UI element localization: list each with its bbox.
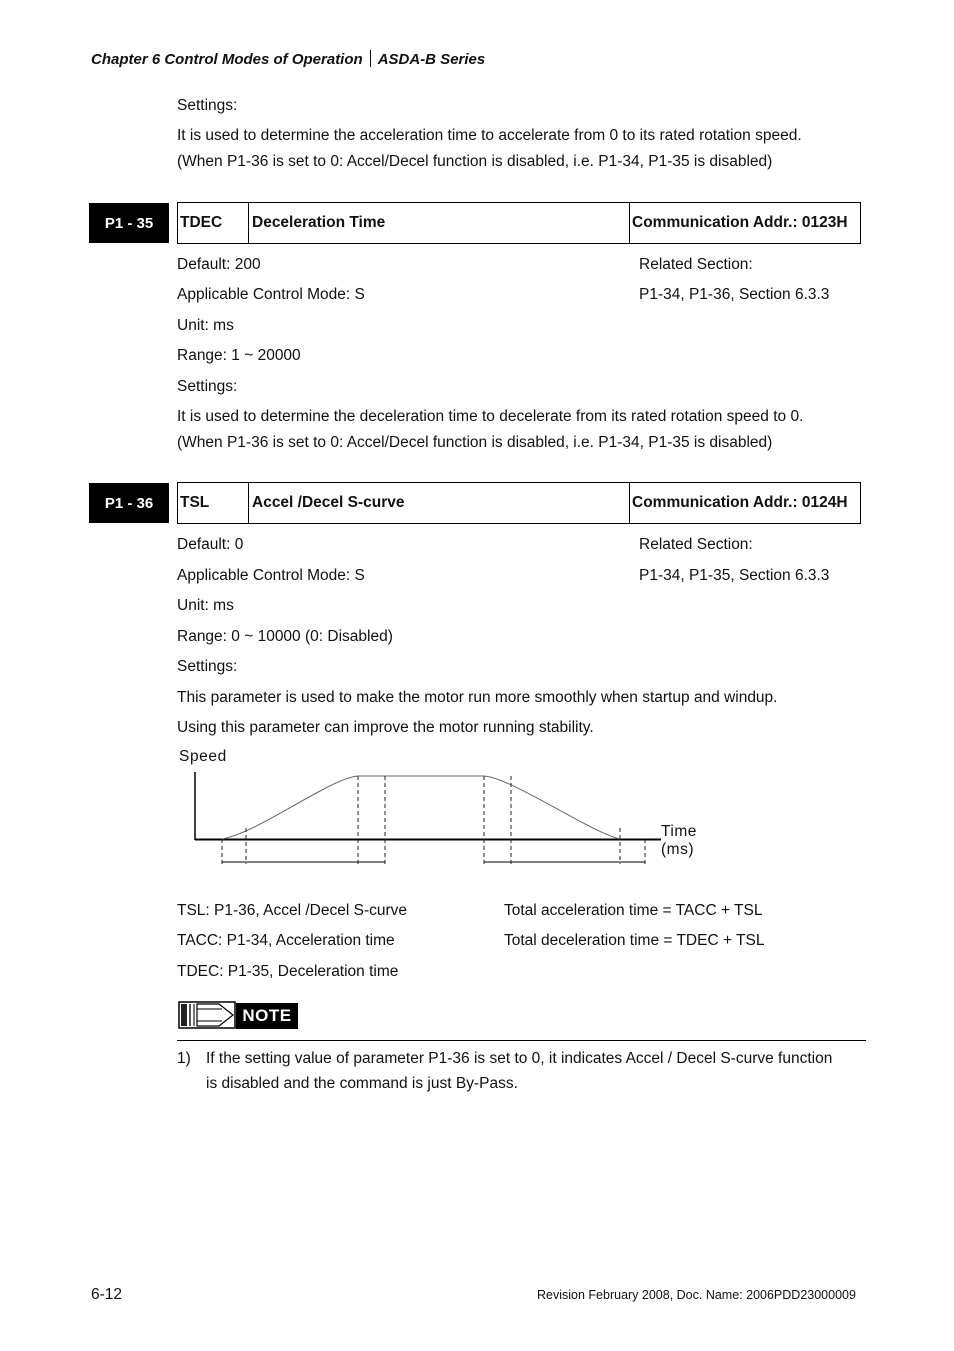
series-title: ASDA-B Series xyxy=(377,51,486,68)
note-divider xyxy=(177,1040,866,1041)
revision-info: Revision February 2008, Doc. Name: 2006PDD23000009 xyxy=(537,1288,856,1302)
s-curve-diagram xyxy=(170,740,730,875)
param-range: Range: 0 ~ 10000 (0: Disabled) xyxy=(177,628,393,645)
legend-total-decel: Total deceleration time = TDEC + TSL xyxy=(504,932,765,949)
param-name: Deceleration Time xyxy=(249,203,630,243)
param-name: Accel /Decel S-curve xyxy=(249,483,630,523)
settings-line-1: It is used to determine the deceleration time to decelerate from its rated rotation speed to 0. xyxy=(177,408,804,425)
param-table-p1-36 xyxy=(177,482,861,524)
diagram-x-label: Time xyxy=(661,823,697,840)
related-section-label: Related Section: xyxy=(639,536,753,553)
param-unit: Unit: ms xyxy=(177,317,234,334)
note-item-number: 1) xyxy=(177,1050,191,1067)
related-section-value: P1-34, P1-36, Section 6.3.3 xyxy=(639,286,830,303)
param-table-p1-35 xyxy=(177,202,861,244)
settings-label: Settings: xyxy=(177,658,238,675)
settings-line-2: (When P1-36 is set to 0: Accel/Decel function is disabled, i.e. P1-34, P1-35 is disabled) xyxy=(177,434,773,451)
note-label: NOTE xyxy=(236,1003,298,1029)
settings-line-2: Using this parameter can improve the motor running stability. xyxy=(177,719,594,736)
settings-label: Settings: xyxy=(177,378,238,395)
legend-tacc: TACC: P1-34, Acceleration time xyxy=(177,932,395,949)
diagram-y-label: Speed xyxy=(179,748,227,765)
settings-line-1: This parameter is used to make the motor run more smoothly when startup and windup. xyxy=(177,689,778,706)
param-code: TSL xyxy=(178,483,249,523)
param-default: Default: 0 xyxy=(177,536,244,553)
param-control-mode: Applicable Control Mode: S xyxy=(177,567,365,584)
legend-total-accel: Total acceleration time = TACC + TSL xyxy=(504,902,763,919)
diagram-x-unit: (ms) xyxy=(661,841,694,858)
legend-tsl: TSL: P1-36, Accel /Decel S-curve xyxy=(177,902,408,919)
page-number: 6-12 xyxy=(91,1286,123,1303)
s-curve-line xyxy=(222,776,620,839)
param-badge-p1-36: P1 - 36 xyxy=(89,483,169,523)
note-pencil-icon xyxy=(178,1001,236,1029)
param-range: Range: 1 ~ 20000 xyxy=(177,347,301,364)
param-control-mode: Applicable Control Mode: S xyxy=(177,286,365,303)
diagram-guide-lines xyxy=(222,776,645,864)
param-default: Default: 200 xyxy=(177,256,261,273)
note-item-line-2: is disabled and the command is just By-Pass. xyxy=(206,1075,518,1092)
param-unit: Unit: ms xyxy=(177,597,234,614)
note-item-line-1: If the setting value of parameter P1-36 is set to 0, it indicates Accel / Decel S-curve function xyxy=(206,1050,833,1067)
settings-label: Settings: xyxy=(177,97,238,114)
intro-line-2: (When P1-36 is set to 0: Accel/Decel function is disabled, i.e. P1-34, P1-35 is disabled) xyxy=(177,153,773,170)
param-comm-addr: Communication Addr.: 0124H xyxy=(632,494,848,511)
running-header xyxy=(91,50,485,68)
related-section-value: P1-34, P1-35, Section 6.3.3 xyxy=(639,567,830,584)
param-badge-p1-35: P1 - 35 xyxy=(89,203,169,243)
related-section-label: Related Section: xyxy=(639,256,753,273)
header-separator xyxy=(370,50,371,67)
param-comm-addr: Communication Addr.: 0123H xyxy=(632,214,848,231)
chapter-title: Chapter 6 Control Modes of Operation xyxy=(91,51,363,68)
param-code: TDEC xyxy=(178,203,249,243)
intro-line-1: It is used to determine the acceleration time to accelerate from 0 to its rated rotation speed. xyxy=(177,127,802,144)
legend-tdec: TDEC: P1-35, Deceleration time xyxy=(177,963,399,980)
